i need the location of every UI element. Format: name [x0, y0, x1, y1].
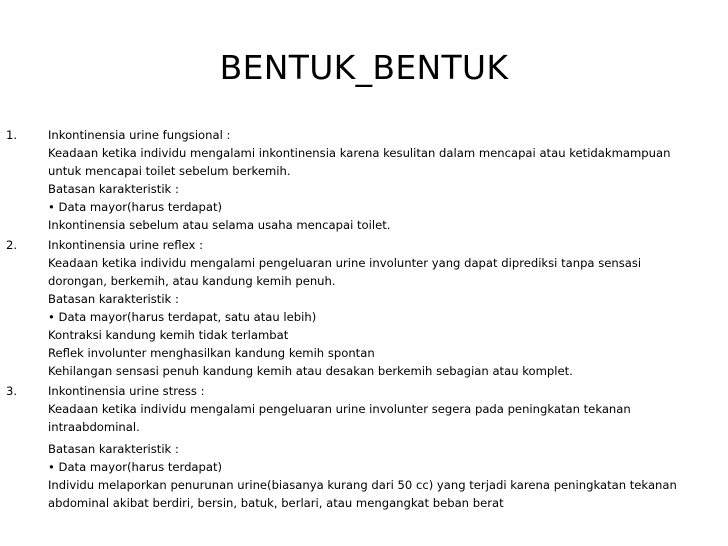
item-text-line: • Data mayor(harus terdapat) — [48, 200, 223, 214]
item-text-line: Batasan karakteristik : — [48, 182, 179, 196]
numbered-list — [0, 126, 728, 512]
list-item-3 — [0, 382, 728, 512]
item-heading: Inkontinensia urine reflex : — [48, 238, 203, 252]
item-text-line: Keadaan ketika individu mengalami pengeluaran urine involunter segera pada peningkatan tekanan — [48, 402, 631, 416]
item-text-line: • Data mayor(harus terdapat, satu atau lebih) — [48, 310, 317, 324]
item-text-line: dorongan, berkemih, atau kandung kemih penuh. — [48, 274, 336, 288]
item-text-line: Batasan karakteristik : — [48, 292, 179, 306]
item-text-line: Keadaan ketika individu mengalami inkontinensia karena kesulitan dalam mencapai atau ketidakmampuan — [48, 146, 671, 160]
item-number: 3. — [6, 384, 18, 398]
item-text-line: Batasan karakteristik : — [48, 442, 179, 456]
list-item-2 — [0, 236, 728, 380]
item-text-line: abdominal akibat berdiri, bersin, batuk, berlari, atau mengangkat beban berat — [48, 496, 504, 510]
item-heading: Inkontinensia urine stress : — [48, 384, 205, 398]
item-text-line: untuk mencapai toilet sebelum berkemih. — [48, 164, 291, 178]
item-heading: Inkontinensia urine fungsional : — [48, 128, 231, 142]
item-text-line: • Data mayor(harus terdapat) — [48, 460, 223, 474]
item-text-line: Keadaan ketika individu mengalami pengeluaran urine involunter yang dapat diprediksi tanpa sensasi — [48, 256, 642, 270]
item-text-line: Kontraksi kandung kemih tidak terlambat — [48, 328, 289, 342]
item-text-line: Inkontinensia sebelum atau selama usaha mencapai toilet. — [48, 218, 391, 232]
slide-title: BENTUK_BENTUK — [219, 48, 509, 87]
item-text-line: Reflek involunter menghasilkan kandung kemih spontan — [48, 346, 375, 360]
item-number: 1. — [6, 128, 18, 142]
item-number: 2. — [6, 238, 18, 252]
item-text-line: Kehilangan sensasi penuh kandung kemih atau desakan berkemih sebagian atau komplet. — [48, 364, 573, 378]
item-text-line: intraabdominal. — [48, 420, 140, 434]
list-item-1 — [0, 126, 728, 234]
item-text-line: Individu melaporkan penurunan urine(biasanya kurang dari 50 cc) yang terjadi karena peningkatan tekanan — [48, 478, 677, 492]
